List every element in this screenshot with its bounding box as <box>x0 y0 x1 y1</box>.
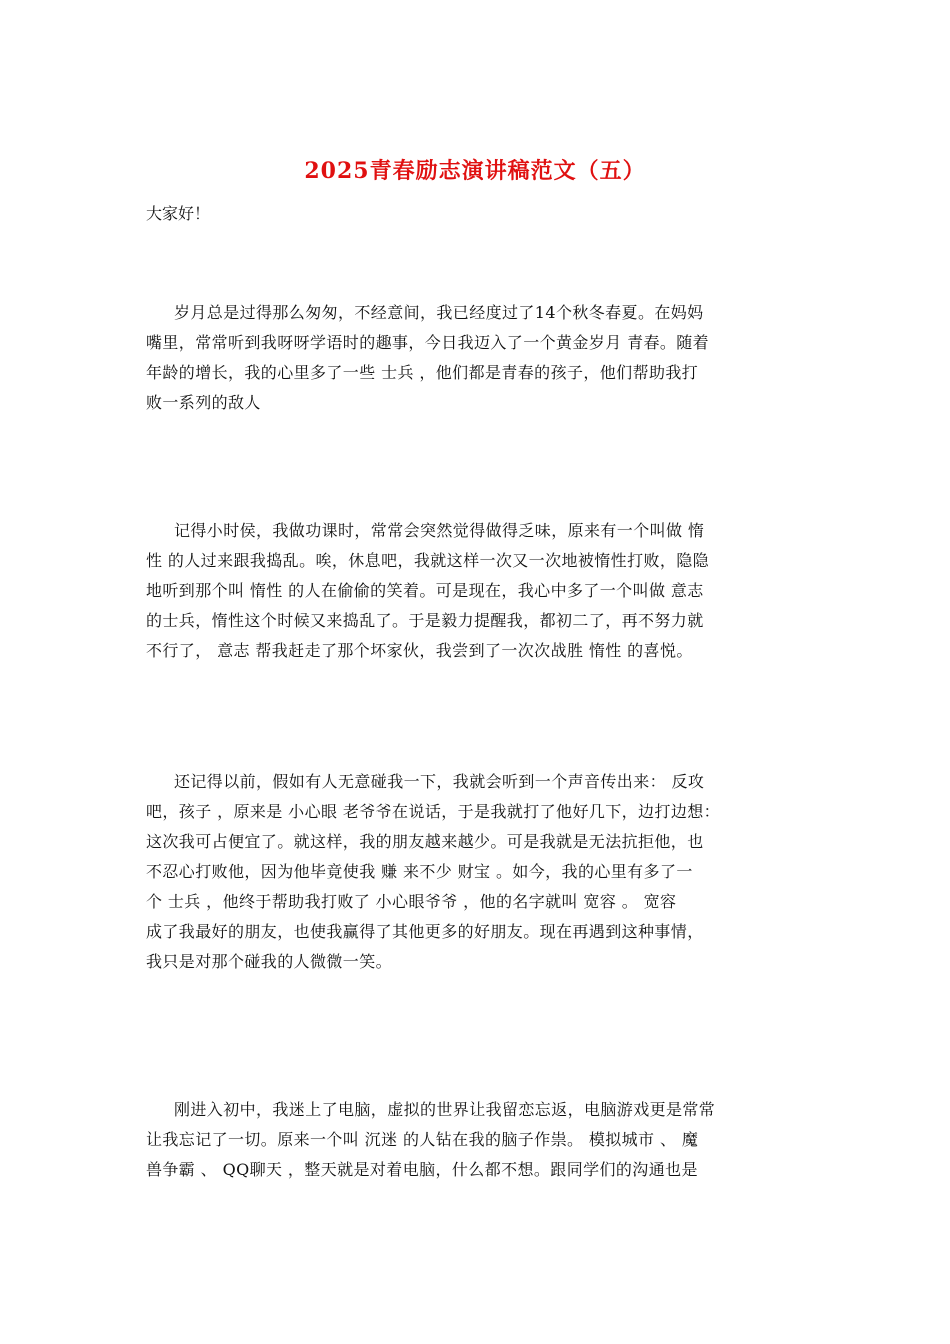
paragraph-line: 还记得以前，假如有人无意碰我一下，我就会听到一个声音传出来： 反攻 <box>174 772 705 791</box>
paragraph-3 <box>146 767 816 977</box>
paragraph-line: 个 士兵 ，他终于帮助我打败了 小心眼爷爷 ，他的名字就叫 宽容 。 宽容 <box>146 892 677 911</box>
document-title: 2025青春励志演讲稿范文（五） <box>304 158 646 184</box>
paragraph-line: 败一系列的敌人 <box>146 393 261 412</box>
paragraph-line: 让我忘记了一切。原来一个叫 沉迷 的人钻在我的脑子作祟。 模拟城市 、 魔 <box>146 1130 699 1149</box>
paragraph-line: 不行了， 意志 帮我赶走了那个坏家伙，我尝到了一次次战胜 惰性 的喜悦。 <box>146 641 693 660</box>
paragraph-1 <box>146 298 816 418</box>
paragraph-line: 我只是对那个碰我的人微微一笑。 <box>146 952 393 971</box>
paragraph-4 <box>146 1095 816 1185</box>
paragraph-line: 成了我最好的朋友，也使我赢得了其他更多的好朋友。现在再遇到这种事情， <box>146 922 704 941</box>
paragraph-line: 记得小时侯，我做功课时，常常会突然觉得做得乏味，原来有一个叫做 惰 <box>174 521 705 540</box>
paragraph-line: 这次我可占便宜了。就这样，我的朋友越来越少。可是我就是无法抗拒他，也 <box>146 832 704 851</box>
paragraph-line: 不忍心打败他，因为他毕竟使我 赚 来不少 财宝 。如今，我的心里有多了一 <box>146 862 693 881</box>
paragraph-line: 岁月总是过得那么匆匆，不经意间，我已经度过了14个秋冬春夏。在妈妈 <box>174 303 704 322</box>
paragraph-line: 的士兵，惰性这个时候又来捣乱了。于是毅力提醒我，都初二了，再不努力就 <box>146 611 704 630</box>
paragraph-line: 性 的人过来跟我捣乱。唉，休息吧，我就这样一次又一次地被惰性打败，隐隐 <box>146 551 710 570</box>
greeting-text: 大家好！ <box>146 204 211 223</box>
paragraph-line: 吧，孩子 ，原来是 小心眼 老爷爷在说话，于是我就打了他好几下，边打边想： <box>146 802 721 821</box>
paragraph-2 <box>146 516 816 666</box>
paragraph-line: 年龄的增长，我的心里多了一些 士兵 ，他们都是青春的孩子，他们帮助我打 <box>146 363 699 382</box>
paragraph-line: 兽争霸 、 QQ聊天 ，整天就是对着电脑，什么都不想。跟同学们的沟通也是 <box>146 1160 698 1179</box>
paragraph-line: 地听到那个叫 惰性 的人在偷偷的笑着。可是现在，我心中多了一个叫做 意志 <box>146 581 704 600</box>
paragraph-line: 刚进入初中，我迷上了电脑，虚拟的世界让我留恋忘返，电脑游戏更是常常 <box>174 1100 716 1119</box>
paragraph-line: 嘴里，常常听到我呀呀学语时的趣事，今日我迈入了一个黄金岁月 青春。随着 <box>146 333 710 352</box>
